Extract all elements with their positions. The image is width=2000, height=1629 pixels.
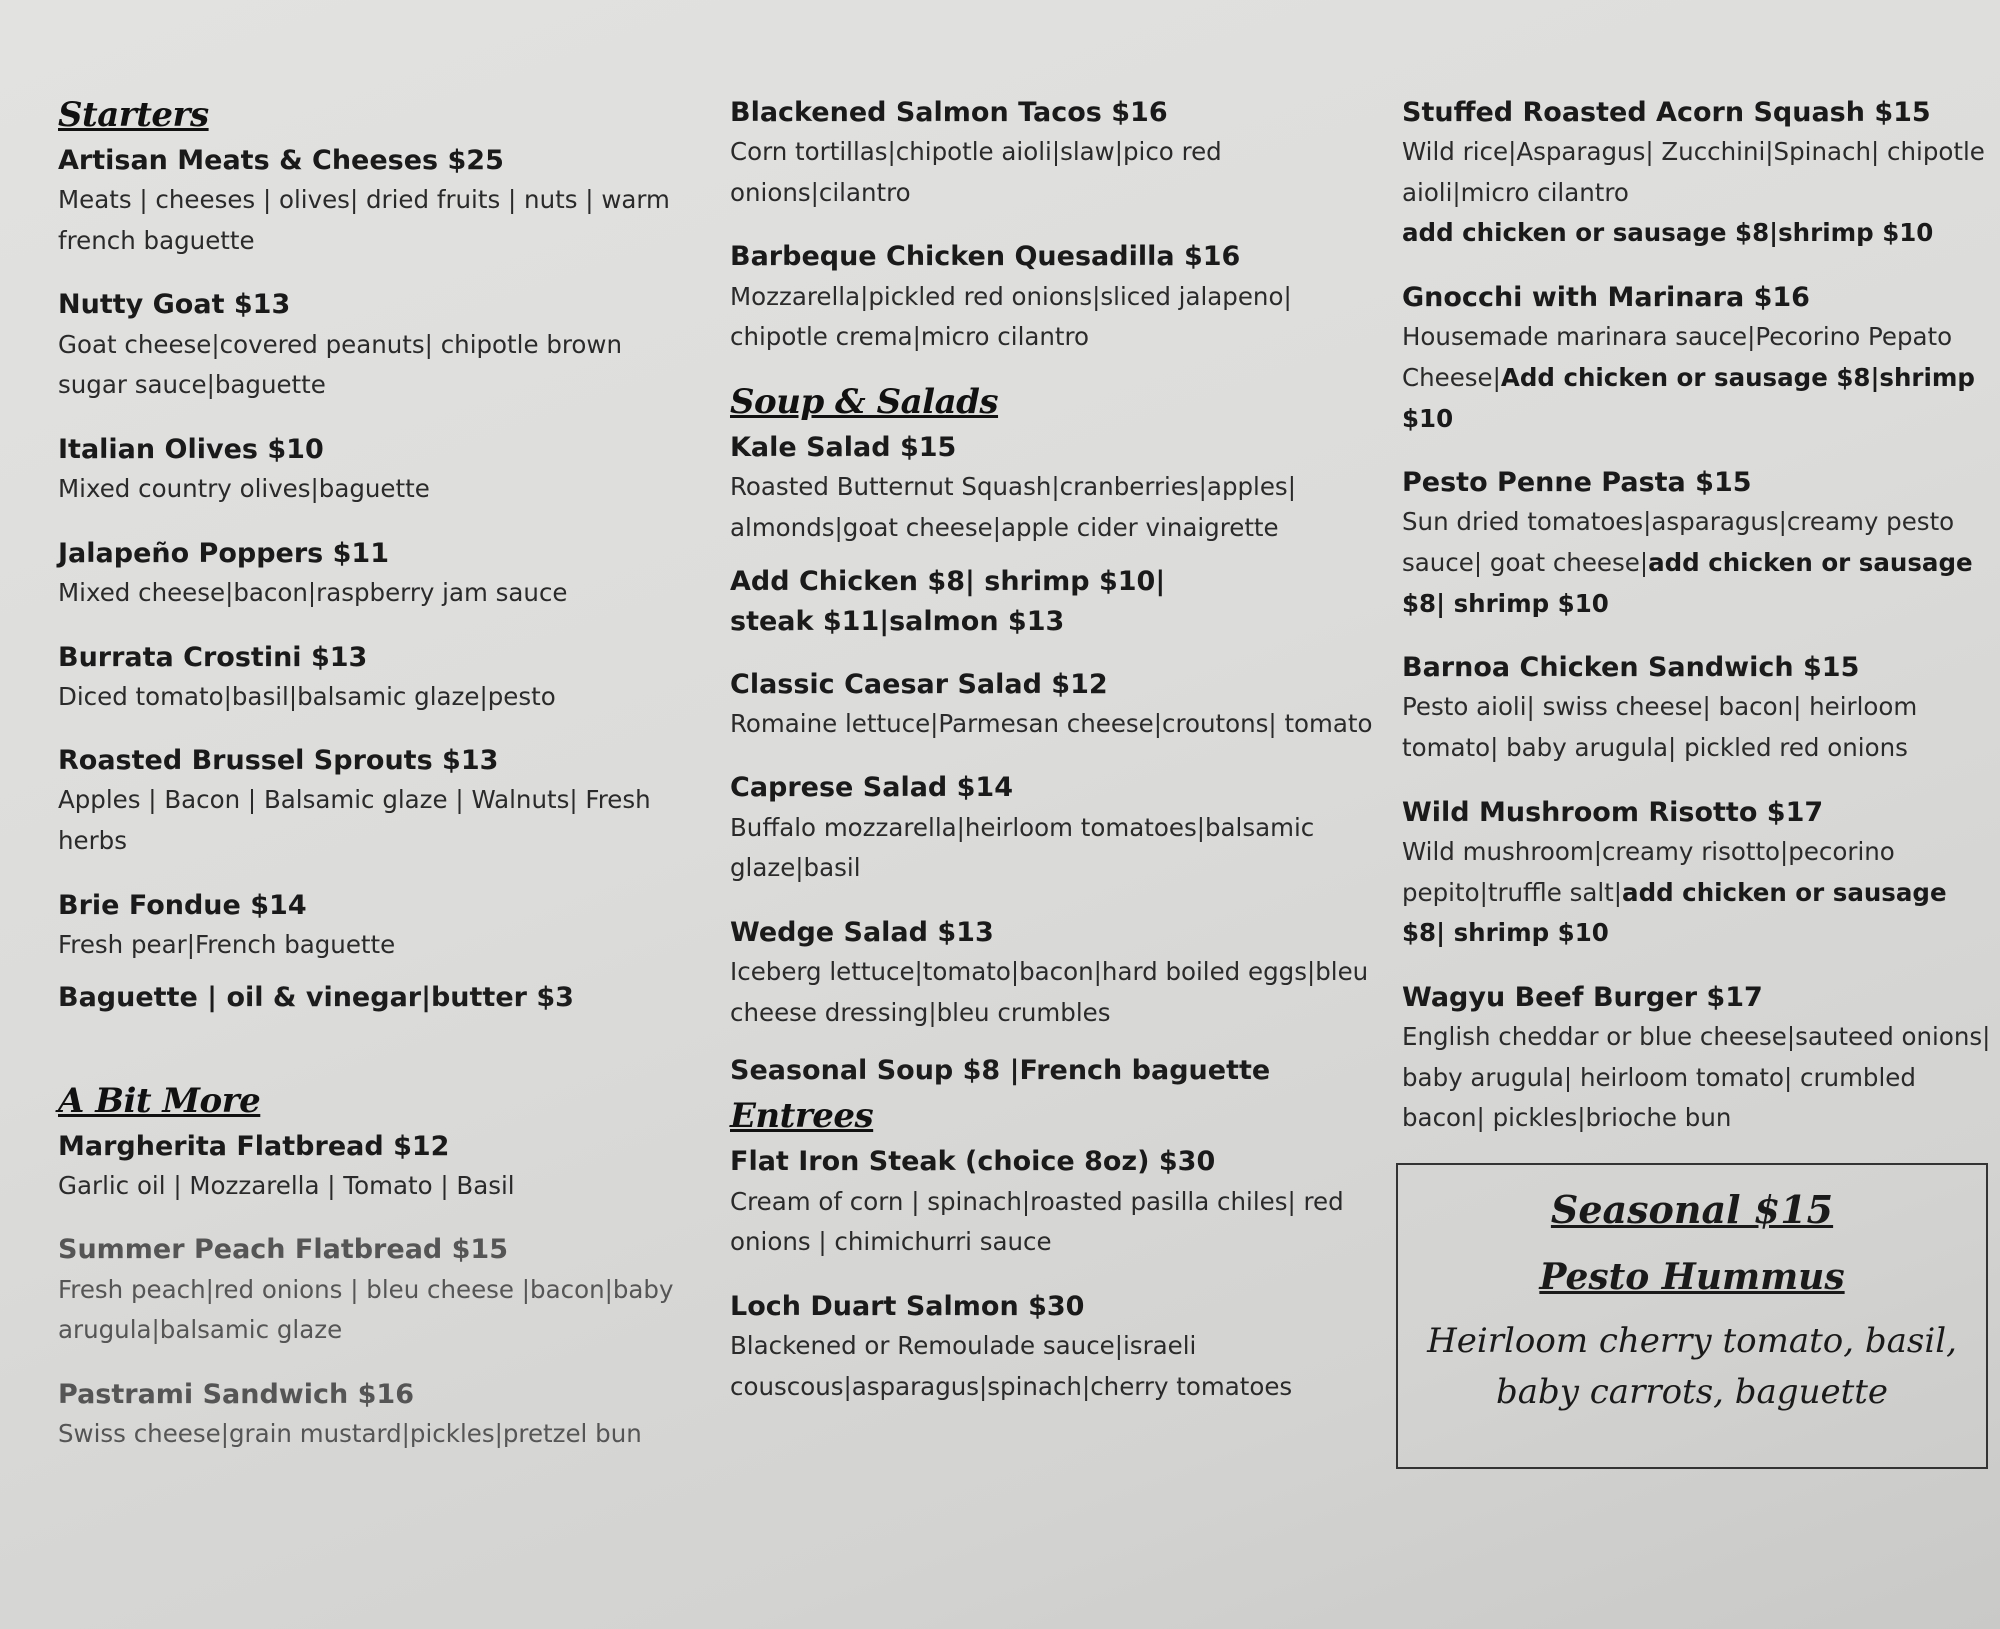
item-description-text: Sun dried tomatoes|asparagus|creamy pesto sauce| goat cheese| — [1402, 507, 1955, 578]
section-heading-soup-salads: Soup & Salads — [730, 381, 999, 422]
menu-column-left — [58, 95, 698, 1479]
item-description: Meats | cheeses | olives| dried fruits | nuts | warm french baguette — [58, 185, 670, 255]
item-description: Garlic oil | Mozzarella | Tomato | Basil — [58, 1170, 515, 1200]
item-description: Iceberg lettuce|tomato|bacon|hard boiled eggs|bleu cheese dressing|bleu crumbles — [730, 957, 1369, 1027]
item-add-ons: add chicken or sausage $8| shrimp $10 — [1402, 548, 1973, 618]
item-description: Romaine lettuce|Parmesan cheese|croutons| tomato — [730, 708, 1373, 738]
section-heading-a-bit-more: A Bit More — [58, 1080, 261, 1121]
seasonal-dish-name: Pesto Hummus — [1539, 1256, 1845, 1298]
item-name: Flat Iron Steak (choice 8oz) $30 — [730, 1146, 1216, 1178]
menu-item — [58, 534, 698, 614]
item-description: Goat cheese|covered peanuts| chipotle brown sugar sauce|baguette — [58, 329, 622, 400]
item-description: Mixed cheese|bacon|raspberry jam sauce — [58, 577, 568, 607]
item-description: Cream of corn | spinach|roasted pasilla chiles| red onions | chimichurri sauce — [730, 1186, 1344, 1257]
section-heading-entrees: Entrees — [730, 1096, 874, 1137]
item-description — [1402, 832, 1992, 954]
seasonal-special-box — [1396, 1163, 1988, 1469]
item-name: Jalapeño Poppers $11 — [58, 537, 390, 569]
item-description: Apples | Bacon | Balsamic glaze | Walnuts| Fresh herbs — [58, 785, 651, 856]
item-name: Wagyu Beef Burger $17 — [1402, 981, 1763, 1013]
item-description — [1402, 502, 1992, 624]
salad-add-ons — [730, 562, 1390, 640]
menu-item — [730, 913, 1390, 1033]
item-name: Barnoa Chicken Sandwich $15 — [1402, 652, 1860, 684]
item-name: Blackened Salmon Tacos $16 — [730, 97, 1168, 128]
item-name: Summer Peach Flatbread $15 — [58, 1234, 508, 1266]
item-name: Pastrami Sandwich $16 — [58, 1378, 414, 1410]
item-description: Blackened or Remoulade sauce|israeli couscous|asparagus|spinach|cherry tomatoes — [730, 1331, 1293, 1401]
menu-item — [730, 237, 1390, 357]
item-name: Classic Caesar Salad $12 — [730, 668, 1108, 700]
item-add-ons: Add chicken or sausage $8|shrimp $10 — [1402, 362, 1975, 433]
item-description: Corn tortillas|chipotle aioli|slaw|pico red onions|cilantro — [730, 137, 1222, 207]
menu-column-middle — [730, 93, 1390, 1431]
menu-item — [1402, 93, 1992, 254]
item-add-ons: add chicken or sausage $8|shrimp $10 — [1402, 218, 1934, 248]
menu-item — [58, 638, 698, 718]
item-description: Fresh peach|red onions | bleu cheese |bacon|baby arugula|balsamic glaze — [58, 1274, 674, 1345]
item-name: Brie Fondue $14 — [58, 889, 307, 921]
menu-item — [1402, 278, 1992, 439]
menu-item — [58, 141, 698, 261]
menu-item — [58, 886, 698, 966]
item-name: Wedge Salad $13 — [730, 916, 994, 948]
menu-item — [730, 1142, 1390, 1262]
item-name: Barbeque Chicken Quesadilla $16 — [730, 241, 1241, 273]
menu-item — [730, 768, 1390, 888]
item-description: Fresh pear|French baguette — [58, 929, 396, 959]
item-description: Pesto aioli| swiss cheese| bacon| heirloom tomato| baby arugula| pickled red onions — [1402, 692, 1918, 763]
item-name: Roasted Brussel Sprouts $13 — [58, 745, 499, 777]
menu-item — [1402, 463, 1992, 624]
item-description-text: Wild mushroom|creamy risotto|pecorino pepito|truffle salt| — [1402, 836, 1895, 907]
item-add-ons: add chicken or sausage $8| shrimp $10 — [1402, 877, 1947, 948]
item-name: Pesto Penne Pasta $15 — [1402, 467, 1752, 499]
item-name: Burrata Crostini $13 — [58, 641, 368, 673]
item-description — [1402, 317, 1992, 439]
item-name: Artisan Meats & Cheeses $25 — [58, 145, 504, 176]
menu-column-right — [1402, 93, 1992, 1163]
section-heading-starters: Starters — [58, 95, 209, 135]
item-name: Caprese Salad $14 — [730, 772, 1013, 804]
item-name: Stuffed Roasted Acorn Squash $15 — [1402, 97, 1931, 128]
item-description: Mozzarella|pickled red onions|sliced jalapeno| chipotle crema|micro cilantro — [730, 281, 1292, 352]
seasonal-dish-description: Heirloom cherry tomato, basil, baby carrots, baguette — [1427, 1321, 1957, 1412]
item-name: Wild Mushroom Risotto $17 — [1402, 796, 1824, 828]
add-ons-line: steak $11|salmon $13 — [730, 605, 1065, 637]
item-description: Mixed country olives|baguette — [58, 474, 430, 504]
seasonal-title: Seasonal $15 — [1550, 1187, 1834, 1232]
menu-item — [58, 285, 698, 405]
menu-item — [730, 1287, 1390, 1407]
item-name: Kale Salad $15 — [730, 431, 957, 463]
menu-item — [730, 428, 1390, 548]
menu-item — [1402, 793, 1992, 954]
item-description: Diced tomato|basil|balsamic glaze|pesto — [58, 681, 556, 711]
menu-item — [730, 665, 1390, 745]
menu-item — [58, 1230, 698, 1350]
item-name: Gnocchi with Marinara $16 — [1402, 282, 1810, 314]
add-ons-line: Add Chicken $8| shrimp $10| — [730, 566, 1166, 598]
item-name: Margherita Flatbread $12 — [58, 1130, 450, 1162]
item-description: Wild rice|Asparagus| Zucchini|Spinach| chipotle aioli|micro cilantro — [1402, 137, 1985, 207]
item-description: Buffalo mozzarella|heirloom tomatoes|balsamic glaze|basil — [730, 812, 1315, 883]
item-name: Loch Duart Salmon $30 — [730, 1290, 1085, 1322]
baguette-line: Baguette | oil & vinegar|butter $3 — [58, 981, 574, 1013]
item-name: Italian Olives $10 — [58, 433, 324, 465]
menu-item — [1402, 648, 1992, 768]
item-description: Roasted Butternut Squash|cranberries|apples| almonds|goat cheese|apple cider vinaigrette — [730, 472, 1296, 542]
menu-item — [1402, 978, 1992, 1139]
item-description: English cheddar or blue cheese|sauteed onions| baby arugula| heirloom tomato| crumbled bacon| pickles|brioche bun — [1402, 1022, 1991, 1133]
item-description: Swiss cheese|grain mustard|pickles|pretzel bun — [58, 1419, 642, 1449]
menu-item — [58, 741, 698, 861]
menu-item — [58, 1375, 698, 1455]
seasonal-soup-line: Seasonal Soup $8 |French baguette — [730, 1055, 1271, 1087]
item-description-text: Housemade marinara sauce|Pecorino Pepato Cheese| — [1402, 322, 1953, 392]
item-name: Nutty Goat $13 — [58, 289, 291, 321]
menu-item — [730, 93, 1390, 213]
menu-item — [58, 430, 698, 510]
menu-item — [58, 1127, 698, 1207]
